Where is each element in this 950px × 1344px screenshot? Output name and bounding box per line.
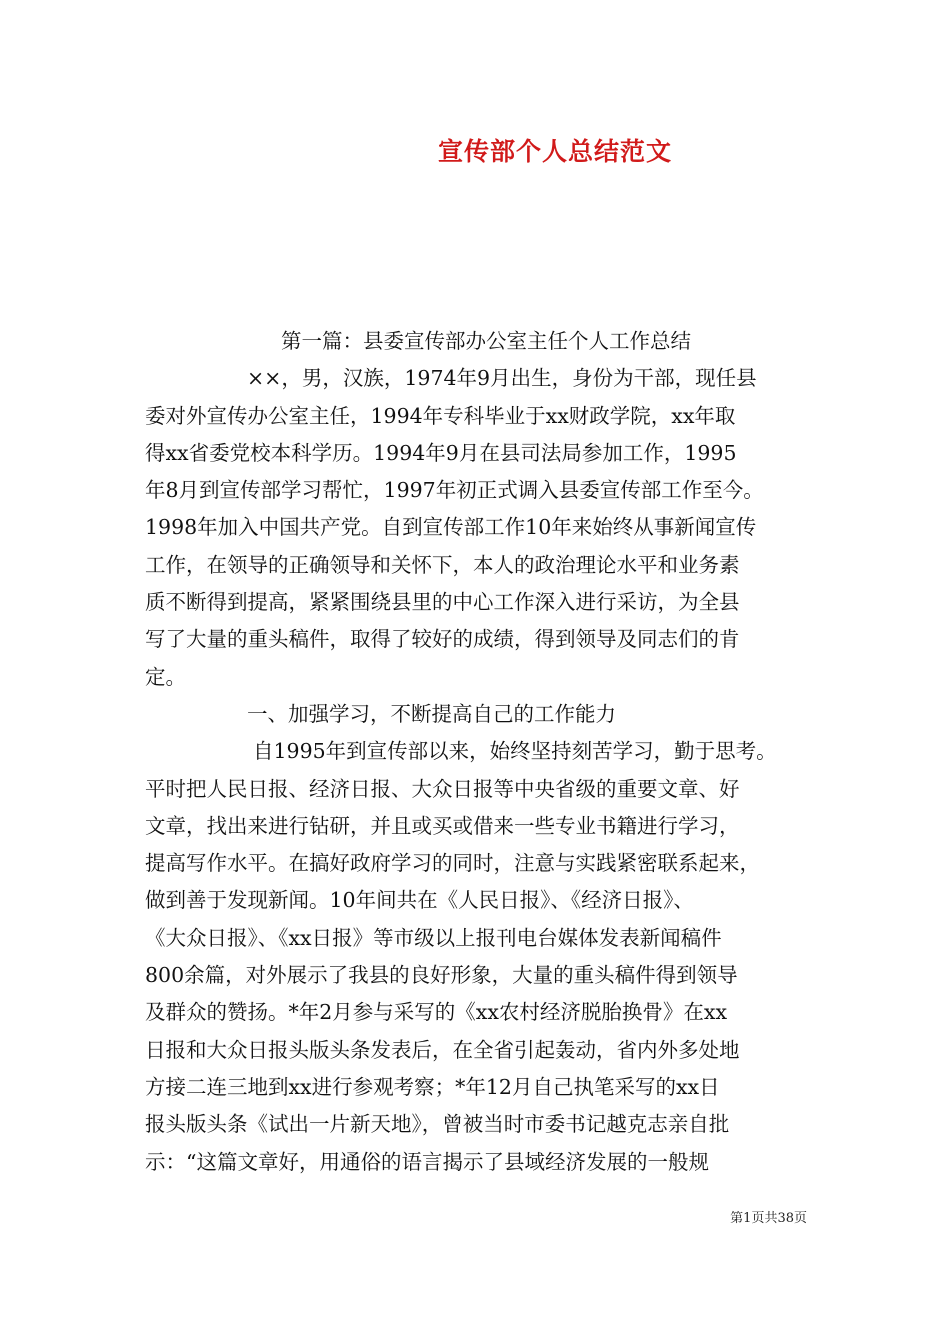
paragraph-line: 年8月到宣传部学习帮忙，1997年初正式调入县委宣传部工作至今。 — [145, 478, 764, 503]
paragraph-line: 质不断得到提高，紧紧围绕县里的中心工作深入进行采访，为全县 — [145, 590, 740, 615]
paragraph-line: 工作，在领导的正确领导和关怀下，本人的政治理论水平和业务素 — [145, 552, 740, 577]
paragraph-line: 做到善于发现新闻。10年间共在《人民日报》、《经济日报》、 — [145, 888, 694, 913]
paragraph-line: 报头版头条《试出一片新天地》，曾被当时市委书记越克志亲自批 — [145, 1112, 730, 1137]
paragraph-line: 1998年加入中国共产党。自到宣传部工作10年来始终从事新闻宣传 — [145, 515, 757, 540]
paragraph-line: 写了大量的重头稿件，取得了较好的成绩，得到领导及同志们的肯 — [145, 627, 740, 652]
paragraph-line: 示：“这篇文章好，用通俗的语言揭示了县域经济发展的一般规 — [145, 1149, 709, 1174]
paragraph-line: 定。 — [145, 664, 186, 689]
paragraph-line: 800余篇，对外展示了我县的良好形象，大量的重头稿件得到领导 — [145, 963, 738, 988]
paragraph-line: 日报和大众日报头版头条发表后，在全省引起轰动，省内外多处地 — [145, 1037, 740, 1062]
paragraph-line: ××，男，汉族，1974年9月出生，身份为干部，现任县 — [247, 366, 757, 391]
section-heading: 一、加强学习，不断提高自己的工作能力 — [247, 701, 616, 726]
paragraph-line: 提高写作水平。在搞好政府学习的同时，注意与实践紧密联系起来， — [145, 851, 760, 876]
paragraph-line: 及群众的赞扬。*年2月参与采写的《xx农村经济脱胎换骨》在xx — [145, 1000, 728, 1025]
paragraph-line: 文章，找出来进行钻研，并且或买或借来一些专业书籍进行学习， — [145, 813, 740, 838]
document-title: 宣传部个人总结范文 — [437, 137, 672, 166]
chapter-heading: 第一篇：县委宣传部办公室主任个人工作总结 — [281, 329, 691, 353]
document-body — [145, 323, 810, 1181]
paragraph-line: 自1995年到宣传部以来，始终坚持刻苦学习，勤于思考。 — [253, 739, 777, 764]
paragraph-line: 得xx省委党校本科学历。1994年9月在县司法局参加工作，1995 — [145, 440, 737, 465]
paragraph-line: 平时把人民日报、经济日报、大众日报等中央省级的重要文章、好 — [145, 776, 740, 801]
page-footer: 第1页共38页 — [730, 1211, 807, 1226]
paragraph-line: 方接二连三地到xx进行参观考察；*年12月自己执笔采写的xx日 — [145, 1074, 720, 1099]
paragraph-line: 《大众日报》、《xx日报》等市级以上报刊电台媒体发表新闻稿件 — [145, 925, 722, 950]
paragraph-line: 委对外宣传办公室主任，1994年专科毕业于xx财政学院，xx年取 — [145, 403, 736, 428]
